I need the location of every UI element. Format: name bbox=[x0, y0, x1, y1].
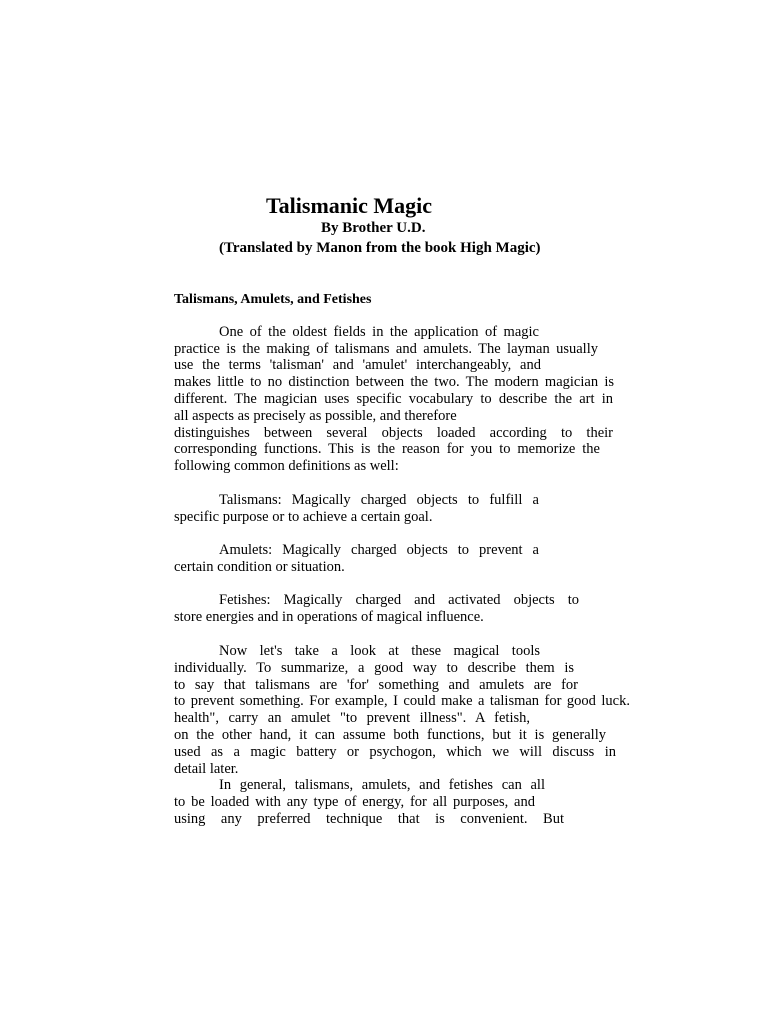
text-line: to prevent something. For example, I could make a talisman for good luck. bbox=[174, 693, 630, 709]
text-line: to say that talismans are 'for' something and amulets are for bbox=[174, 677, 578, 693]
text-line: to be loaded with any type of energy, for all purposes, and bbox=[174, 794, 535, 810]
text-line: certain condition or situation. bbox=[174, 559, 345, 575]
text-line: individually. To summarize, a good way to describe them is bbox=[174, 660, 574, 676]
text-line: health", carry an amulet "to prevent illness". A fetish, bbox=[174, 710, 530, 726]
text-line: distinguishes between several objects loaded according to their bbox=[174, 425, 613, 441]
text-line: following common definitions as well: bbox=[174, 458, 399, 474]
text-line: used as a magic battery or psychogon, which we will discuss in bbox=[174, 744, 616, 760]
text-line: specific purpose or to achieve a certain goal. bbox=[174, 509, 433, 525]
text-line: use the terms 'talisman' and 'amulet' interchangeably, and bbox=[174, 357, 541, 373]
author-byline: By Brother U.D. bbox=[321, 220, 426, 236]
text-line: different. The magician uses specific vocabulary to describe the art in bbox=[174, 391, 613, 407]
text-line: all aspects as precisely as possible, and therefore bbox=[174, 408, 457, 424]
text-line: makes little to no distinction between the two. The modern magician is bbox=[174, 374, 614, 390]
text-line: In general, talismans, amulets, and fetishes can all bbox=[219, 777, 545, 793]
text-line: detail later. bbox=[174, 761, 239, 777]
text-line: on the other hand, it can assume both functions, but it is generally bbox=[174, 727, 606, 743]
text-line: Fetishes: Magically charged and activated objects to bbox=[219, 592, 579, 608]
document-title: Talismanic Magic bbox=[266, 193, 433, 218]
translation-note: (Translated by Manon from the book High Magic) bbox=[219, 240, 541, 256]
text-line: using any preferred technique that is convenient. But bbox=[174, 811, 564, 827]
text-line: store energies and in operations of magical influence. bbox=[174, 609, 484, 625]
text-line: practice is the making of talismans and amulets. The layman usually bbox=[174, 341, 598, 357]
text-line: One of the oldest fields in the application of magic bbox=[219, 324, 539, 340]
text-line: Amulets: Magically charged objects to prevent a bbox=[219, 542, 539, 558]
text-line: corresponding functions. This is the reason for you to memorize the bbox=[174, 441, 600, 457]
text-line: Now let's take a look at these magical tools bbox=[219, 643, 540, 659]
section-heading: Talismans, Amulets, and Fetishes bbox=[174, 292, 372, 307]
text-line: Talismans: Magically charged objects to fulfill a bbox=[219, 492, 539, 508]
